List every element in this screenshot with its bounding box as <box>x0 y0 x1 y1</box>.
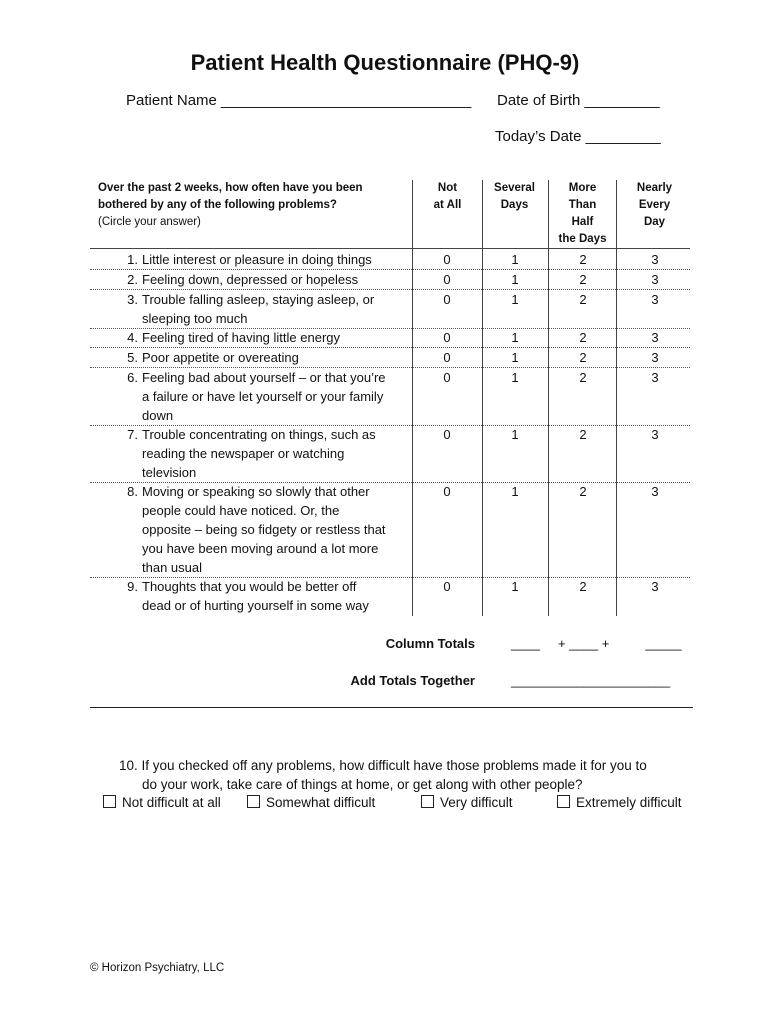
score-option[interactable]: 3 <box>651 427 659 442</box>
question-row-4 <box>90 328 690 348</box>
score-option[interactable]: 2 <box>579 252 587 267</box>
column-totals-field[interactable]: ____ + ____ + _____ <box>511 636 682 651</box>
question-text: Feeling bad about yourself – or that you’re a failure or have let yourself or your family down <box>142 370 386 423</box>
question-number: 2. <box>127 272 138 287</box>
column-header-more-than-half: More Than Half the Days <box>558 182 607 245</box>
score-option[interactable]: 0 <box>443 350 451 365</box>
question-text: Moving or speaking so slowly that other people could have noticed. Or, the opposite – being so fidgety or restless that you have been moving around a lot more than usual <box>142 484 386 575</box>
question-header <box>98 180 418 231</box>
column-header-not-at-all: Not at All <box>433 182 462 211</box>
score-option[interactable]: 0 <box>443 427 451 442</box>
score-option[interactable]: 1 <box>511 292 519 307</box>
score-option[interactable]: 0 <box>443 252 451 267</box>
question-header-line: Over the past 2 weeks, how often have you been <box>98 182 363 194</box>
score-option[interactable]: 1 <box>511 579 519 594</box>
score-option[interactable]: 2 <box>579 579 587 594</box>
score-option[interactable]: 2 <box>579 350 587 365</box>
table-top-rule <box>90 248 690 249</box>
score-option[interactable]: 2 <box>579 370 587 385</box>
question-text: Poor appetite or overeating <box>142 350 299 365</box>
checkbox-icon[interactable] <box>247 795 260 808</box>
checkbox-icon[interactable] <box>557 795 570 808</box>
question-row-5 <box>90 348 690 368</box>
option-extremely-difficult[interactable]: Extremely difficult <box>557 795 682 810</box>
option-very-difficult[interactable]: Very difficult <box>421 795 513 810</box>
score-option[interactable]: 3 <box>651 370 659 385</box>
question-text: Trouble concentrating on things, such as reading the newspaper or watching television <box>142 427 376 480</box>
score-option[interactable]: 1 <box>511 484 519 499</box>
score-option[interactable]: 3 <box>651 484 659 499</box>
add-totals-label: Add Totals Together <box>350 673 475 688</box>
question-row-7 <box>90 425 690 483</box>
column-header-nearly-every-day: Nearly Every Day <box>636 182 673 228</box>
score-option[interactable]: 1 <box>511 350 519 365</box>
question-text: Feeling down, depressed or hopeless <box>142 272 359 287</box>
question-number: 9. <box>127 579 138 594</box>
score-option[interactable]: 3 <box>651 579 659 594</box>
score-option[interactable]: 1 <box>511 272 519 287</box>
question-number: 8. <box>127 484 138 499</box>
option-not-difficult[interactable]: Not difficult at all <box>103 795 221 810</box>
question-row-1 <box>90 250 690 270</box>
score-option[interactable]: 2 <box>579 272 587 287</box>
question-header-instruction: (Circle your answer) <box>98 216 201 228</box>
column-totals-label: Column Totals <box>385 636 475 651</box>
score-option[interactable]: 0 <box>443 272 451 287</box>
patient-name-field[interactable]: Patient Name ______________________________ <box>126 92 472 109</box>
score-option[interactable]: 0 <box>443 292 451 307</box>
question-text: Thoughts that you would be better off dead or of hurting yourself in some way <box>142 579 369 613</box>
question-row-6 <box>90 368 690 426</box>
question-number: 7. <box>127 427 138 442</box>
score-option[interactable]: 1 <box>511 427 519 442</box>
score-option[interactable]: 0 <box>443 579 451 594</box>
question-number: 5. <box>127 350 138 365</box>
question-row-8 <box>90 482 690 578</box>
score-option[interactable]: 3 <box>651 292 659 307</box>
score-option[interactable]: 0 <box>443 484 451 499</box>
question-number: 1. <box>127 252 138 267</box>
question-number: 6. <box>127 370 138 385</box>
score-option[interactable]: 2 <box>579 484 587 499</box>
score-option[interactable]: 0 <box>443 370 451 385</box>
score-option[interactable]: 3 <box>651 330 659 345</box>
score-option[interactable]: 1 <box>511 252 519 267</box>
score-option[interactable]: 3 <box>651 252 659 267</box>
question-header-line: bothered by any of the following problems? <box>98 199 337 211</box>
score-option[interactable]: 2 <box>579 330 587 345</box>
option-somewhat-difficult[interactable]: Somewhat difficult <box>247 795 375 810</box>
footer-copyright: © Horizon Psychiatry, LLC <box>90 962 225 974</box>
question-10-line: 10. If you checked off any problems, how difficult have those problems made it for you to <box>119 758 647 773</box>
question-text: Feeling tired of having little energy <box>142 330 341 345</box>
question-row-2 <box>90 270 690 290</box>
checkbox-icon[interactable] <box>103 795 116 808</box>
score-option[interactable]: 2 <box>579 427 587 442</box>
question-text: Trouble falling asleep, staying asleep, or sleeping too much <box>142 292 375 326</box>
question-row-3 <box>90 290 690 329</box>
date-of-birth-field[interactable]: Date of Birth _________ <box>497 92 660 109</box>
todays-date-field[interactable]: Today’s Date _________ <box>495 128 661 145</box>
score-option[interactable]: 1 <box>511 330 519 345</box>
question-10-line: do your work, take care of things at home, or get along with other people? <box>142 777 583 792</box>
question-row-9 <box>90 577 690 615</box>
score-option[interactable]: 3 <box>651 350 659 365</box>
column-header-several-days: Several Days <box>494 182 535 211</box>
score-option[interactable]: 0 <box>443 330 451 345</box>
add-totals-field[interactable]: ______________________ <box>511 673 671 688</box>
checkbox-icon[interactable] <box>421 795 434 808</box>
score-option[interactable]: 2 <box>579 292 587 307</box>
question-number: 3. <box>127 292 138 307</box>
score-option[interactable]: 1 <box>511 370 519 385</box>
section-divider <box>90 707 693 708</box>
question-number: 4. <box>127 330 138 345</box>
question-text: Little interest or pleasure in doing things <box>142 252 372 267</box>
score-option[interactable]: 3 <box>651 272 659 287</box>
page-title: Patient Health Questionnaire (PHQ-9) <box>190 50 580 75</box>
